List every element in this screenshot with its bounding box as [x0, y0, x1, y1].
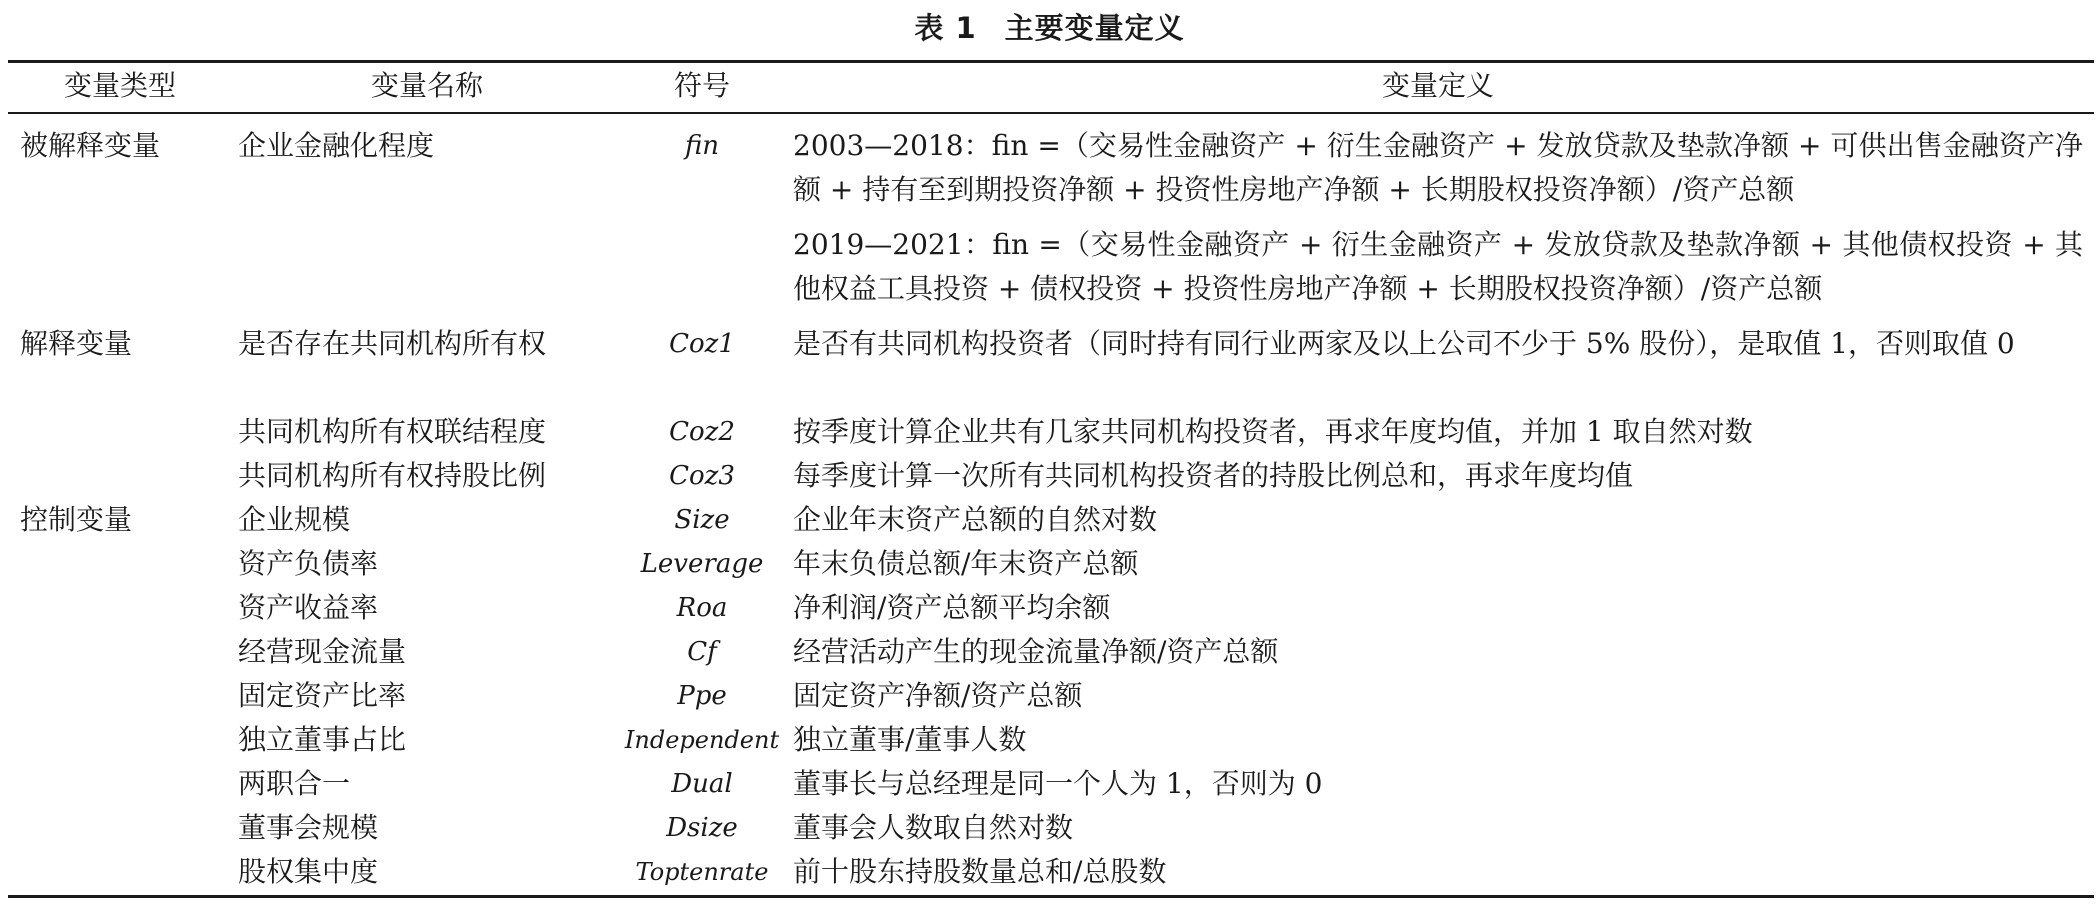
header-rule — [8, 112, 2094, 114]
row-definition: 年末负债总额/年末资产总额 — [793, 547, 1139, 580]
row-symbol: Roa — [676, 593, 728, 623]
row-symbol: Independent — [624, 726, 780, 754]
row-definition: 固定资产净额/资产总额 — [793, 679, 1083, 712]
header-name: 变量名称 — [370, 69, 483, 102]
row-name: 共同机构所有权联结程度 — [238, 415, 547, 448]
category-independent: 解释变量 — [20, 327, 133, 360]
row-symbol: Coz3 — [669, 461, 735, 491]
row-symbol: Dsize — [666, 813, 738, 843]
row-symbol: Cf — [687, 637, 717, 667]
row-definition: 前十股东持股数量总和/总股数 — [793, 855, 1167, 888]
bottom-rule — [8, 895, 2094, 898]
row-name: 独立董事占比 — [238, 723, 407, 756]
row-name: 资产负债率 — [238, 547, 379, 580]
category-dependent: 被解释变量 — [20, 129, 161, 162]
table-caption — [0, 6, 2099, 50]
row-name: 股权集中度 — [238, 855, 379, 888]
row-name: 企业规模 — [238, 503, 351, 536]
row-name: 两职合一 — [238, 767, 351, 800]
row-definition: 净利润/资产总额平均余额 — [793, 591, 1111, 624]
row-symbol: Ppe — [677, 681, 727, 711]
table-title: 主要变量定义 — [1004, 11, 1185, 45]
row-name: 资产收益率 — [238, 591, 379, 624]
row-name: 共同机构所有权持股比例 — [238, 459, 547, 492]
header-definition: 变量定义 — [1381, 69, 1494, 102]
row-definition: 董事会人数取自然对数 — [793, 811, 1074, 844]
row-name: 是否存在共同机构所有权 — [238, 327, 547, 360]
row-definition: 经营活动产生的现金流量净额/资产总额 — [793, 635, 1279, 668]
row-definition: 企业年末资产总额的自然对数 — [793, 503, 1158, 536]
row-symbol: Toptenrate — [635, 858, 769, 886]
row-symbol: Coz1 — [669, 329, 735, 359]
row-definition: 按季度计算企业共有几家共同机构投资者，再求年度均值，并加 1 取自然对数 — [793, 415, 1753, 448]
row-symbol: Coz2 — [669, 417, 735, 447]
row-name: 固定资产比率 — [238, 679, 407, 712]
row-definition: 独立董事/董事人数 — [793, 723, 1027, 756]
row-definition: 2003—2018：fin =（交易性金融资产 + 衍生金融资产 + 发放贷款及垫款净额 + 可供出售金融资产净额 + 持有至到期投资净额 + 投资性房地产净额 + 长期股权投资净额）/资产总额 — [793, 129, 2083, 206]
row-definition: 是否有共同机构投资者（同时持有同行业两家及以上公司不少于 5% 股份），是取值 1，否则取值 0 — [793, 327, 2015, 360]
row-symbol: fin — [684, 131, 720, 161]
top-rule — [8, 60, 2094, 63]
category-control: 控制变量 — [20, 503, 133, 536]
row-symbol: Leverage — [640, 549, 764, 579]
row-definition: 董事长与总经理是同一个人为 1，否则为 0 — [793, 767, 1323, 800]
row-definition: 2019—2021：fin =（交易性金融资产 + 衍生金融资产 + 发放贷款及垫款净额 + 其他债权投资 + 其他权益工具投资 + 债权投资 + 投资性房地产净额 + 长期股权投资净额）/资产总额 — [793, 228, 2083, 305]
row-name: 企业金融化程度 — [238, 129, 435, 162]
row-symbol: Size — [674, 505, 730, 535]
header-type: 变量类型 — [63, 69, 176, 102]
row-definition: 每季度计算一次所有共同机构投资者的持股比例总和，再求年度均值 — [793, 459, 1634, 492]
table-number: 表 1 — [914, 11, 977, 45]
row-name: 董事会规模 — [238, 811, 379, 844]
header-symbol: 符号 — [673, 69, 730, 102]
row-name: 经营现金流量 — [238, 635, 407, 668]
row-symbol: Dual — [671, 769, 733, 799]
